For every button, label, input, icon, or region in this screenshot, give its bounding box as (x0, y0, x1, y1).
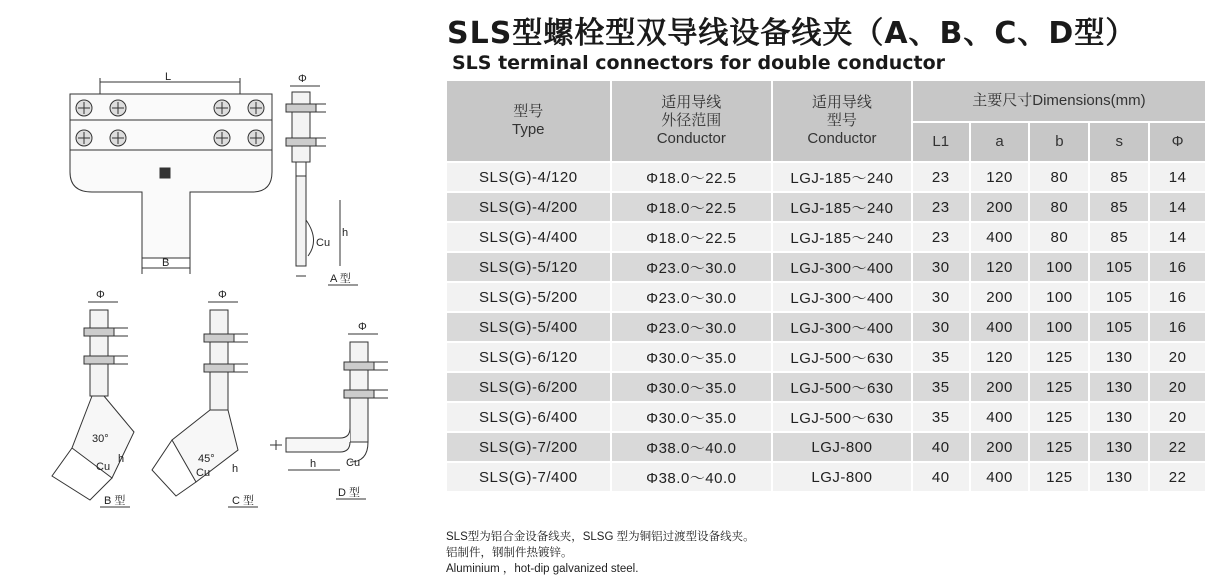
note-line: Aluminium ，hot-dip galvanized steel. (446, 563, 639, 575)
header-dim-a: a (970, 122, 1030, 162)
label-d-type: D 型 (338, 487, 360, 499)
d-type-view (270, 321, 388, 499)
cell-type: SLS(G)-5/120 (446, 252, 611, 282)
cell-b: 100 (1029, 252, 1089, 282)
cell-s: 85 (1089, 222, 1149, 252)
label-b-type: B 型 (104, 495, 126, 507)
cell-type: SLS(G)-7/400 (446, 462, 611, 492)
label-cu-d: Cu (346, 457, 361, 469)
cell-model: LGJ-500～630 (772, 402, 912, 432)
cell-phi: 22 (1149, 432, 1206, 462)
label-phi-b: Φ (96, 289, 105, 301)
cell-phi: 22 (1149, 462, 1206, 492)
header-type-text: 型号 Type (512, 103, 545, 138)
cell-l1: 30 (912, 312, 970, 342)
cell-l1: 23 (912, 192, 970, 222)
cell-b: 125 (1029, 462, 1089, 492)
label-c-type: C 型 (232, 495, 254, 507)
cell-model: LGJ-800 (772, 432, 912, 462)
cell-model: LGJ-500～630 (772, 342, 912, 372)
header-range-text: 适用导线 外径范围 Conductor (656, 94, 726, 147)
cell-b: 125 (1029, 402, 1089, 432)
cell-a: 400 (970, 312, 1030, 342)
cell-range: Φ30.0～35.0 (611, 372, 773, 402)
cell-type: SLS(G)-4/400 (446, 222, 611, 252)
cell-l1: 23 (912, 222, 970, 252)
cell-phi: 14 (1149, 192, 1206, 222)
cell-s: 130 (1089, 432, 1149, 462)
note-line: SLS型为铝合金设备线夹，SLSG 型为铜铝过渡型设备线夹。 (446, 531, 755, 543)
cell-s: 130 (1089, 342, 1149, 372)
cell-range: Φ23.0～30.0 (611, 312, 773, 342)
cell-s: 105 (1089, 252, 1149, 282)
cell-a: 200 (970, 282, 1030, 312)
cell-a: 200 (970, 372, 1030, 402)
cell-l1: 23 (912, 162, 970, 192)
label-L: L (165, 71, 172, 83)
table-row (446, 462, 1206, 492)
cell-a: 120 (970, 162, 1030, 192)
cell-phi: 20 (1149, 402, 1206, 432)
header-model-text: 适用导线 型号 Conductor (807, 94, 877, 147)
c-type-view (152, 289, 258, 507)
cell-type: SLS(G)-5/400 (446, 312, 611, 342)
label-30-b: 30° (92, 433, 109, 445)
header-dim-phi: Φ (1149, 122, 1206, 162)
cell-l1: 40 (912, 462, 970, 492)
cell-a: 400 (970, 402, 1030, 432)
cell-phi: 14 (1149, 222, 1206, 252)
a-type-side-view (286, 73, 358, 285)
cell-range: Φ23.0～30.0 (611, 282, 773, 312)
page-subtitle: SLS terminal connectors for double conductor (452, 52, 945, 74)
cell-model: LGJ-185～240 (772, 222, 912, 252)
cell-model: LGJ-185～240 (772, 192, 912, 222)
table-row (446, 402, 1206, 432)
label-phi-d: Φ (358, 321, 367, 333)
label-h-c: h (232, 463, 239, 475)
header-type (446, 80, 611, 162)
label-cu-a: Cu (316, 237, 331, 249)
cell-range: Φ30.0～35.0 (611, 342, 773, 372)
cell-model: LGJ-300～400 (772, 282, 912, 312)
label-phi-c: Φ (218, 289, 227, 301)
cell-s: 130 (1089, 462, 1149, 492)
cell-b: 100 (1029, 282, 1089, 312)
cell-s: 130 (1089, 402, 1149, 432)
cell-b: 80 (1029, 222, 1089, 252)
label-a-type: A 型 (330, 273, 351, 285)
header-dim-l1: L1 (912, 122, 970, 162)
cell-type: SLS(G)-6/400 (446, 402, 611, 432)
table-row (446, 222, 1206, 252)
b-type-view (52, 289, 134, 507)
cell-b: 125 (1029, 432, 1089, 462)
note-line: 铝制件，钢制件热镀锌。 (446, 547, 573, 559)
header-range (611, 80, 773, 162)
table-row (446, 192, 1206, 222)
cell-s: 105 (1089, 312, 1149, 342)
header-model (772, 80, 912, 162)
header-dim-s: s (1089, 122, 1149, 162)
table-row (446, 342, 1206, 372)
label-cu-c: Cu (196, 467, 211, 479)
label-cu-b: Cu (96, 461, 111, 473)
table-row (446, 372, 1206, 402)
cell-a: 400 (970, 462, 1030, 492)
technical-drawings (0, 0, 440, 584)
cell-model: LGJ-300～400 (772, 252, 912, 282)
cell-type: SLS(G)-7/200 (446, 432, 611, 462)
cell-b: 100 (1029, 312, 1089, 342)
cell-phi: 20 (1149, 372, 1206, 402)
cell-a: 120 (970, 252, 1030, 282)
cell-a: 200 (970, 432, 1030, 462)
cell-phi: 16 (1149, 312, 1206, 342)
cell-model: LGJ-500～630 (772, 372, 912, 402)
spec-table-body (446, 162, 1206, 492)
cell-type: SLS(G)-4/120 (446, 162, 611, 192)
cell-l1: 40 (912, 432, 970, 462)
cell-s: 105 (1089, 282, 1149, 312)
cell-l1: 35 (912, 402, 970, 432)
label-B: B (162, 257, 170, 269)
cell-b: 125 (1029, 342, 1089, 372)
cell-b: 80 (1029, 192, 1089, 222)
label-phi-a: Φ (298, 73, 307, 85)
cell-phi: 20 (1149, 342, 1206, 372)
table-row (446, 312, 1206, 342)
table-row (446, 282, 1206, 312)
cell-type: SLS(G)-4/200 (446, 192, 611, 222)
cell-range: Φ18.0～22.5 (611, 192, 773, 222)
label-45-c: 45° (198, 453, 215, 465)
cell-a: 200 (970, 192, 1030, 222)
cell-a: 120 (970, 342, 1030, 372)
header-dim-b: b (1029, 122, 1089, 162)
cell-phi: 16 (1149, 252, 1206, 282)
cell-phi: 14 (1149, 162, 1206, 192)
cell-model: LGJ-300～400 (772, 312, 912, 342)
cell-l1: 30 (912, 252, 970, 282)
table-row (446, 162, 1206, 192)
cell-s: 85 (1089, 162, 1149, 192)
cell-b: 80 (1029, 162, 1089, 192)
label-h-b: h (118, 453, 125, 465)
cell-a: 400 (970, 222, 1030, 252)
cell-range: Φ38.0～40.0 (611, 462, 773, 492)
cell-range: Φ38.0～40.0 (611, 432, 773, 462)
cell-range: Φ18.0～22.5 (611, 162, 773, 192)
a-type-front-view (70, 71, 272, 274)
spec-table (445, 79, 1207, 493)
cell-s: 130 (1089, 372, 1149, 402)
cell-model: LGJ-800 (772, 462, 912, 492)
cell-range: Φ18.0～22.5 (611, 222, 773, 252)
cell-type: SLS(G)-6/200 (446, 372, 611, 402)
cell-model: LGJ-185～240 (772, 162, 912, 192)
cell-l1: 30 (912, 282, 970, 312)
cell-b: 125 (1029, 372, 1089, 402)
label-h-a: h (342, 227, 349, 239)
notes (446, 529, 755, 577)
cell-s: 85 (1089, 192, 1149, 222)
cell-type: SLS(G)-5/200 (446, 282, 611, 312)
header-dimensions: 主要尺寸Dimensions(mm) (912, 80, 1206, 122)
connector-drawings-svg (0, 0, 440, 584)
cell-range: Φ23.0～30.0 (611, 252, 773, 282)
cell-phi: 16 (1149, 282, 1206, 312)
label-h-d: h (310, 458, 317, 470)
cell-l1: 35 (912, 342, 970, 372)
cell-range: Φ30.0～35.0 (611, 402, 773, 432)
table-row (446, 432, 1206, 462)
page-title: SLS型螺栓型双导线设备线夹（A、B、C、D型） (447, 16, 1137, 51)
cell-l1: 35 (912, 372, 970, 402)
cell-type: SLS(G)-6/120 (446, 342, 611, 372)
table-row (446, 252, 1206, 282)
